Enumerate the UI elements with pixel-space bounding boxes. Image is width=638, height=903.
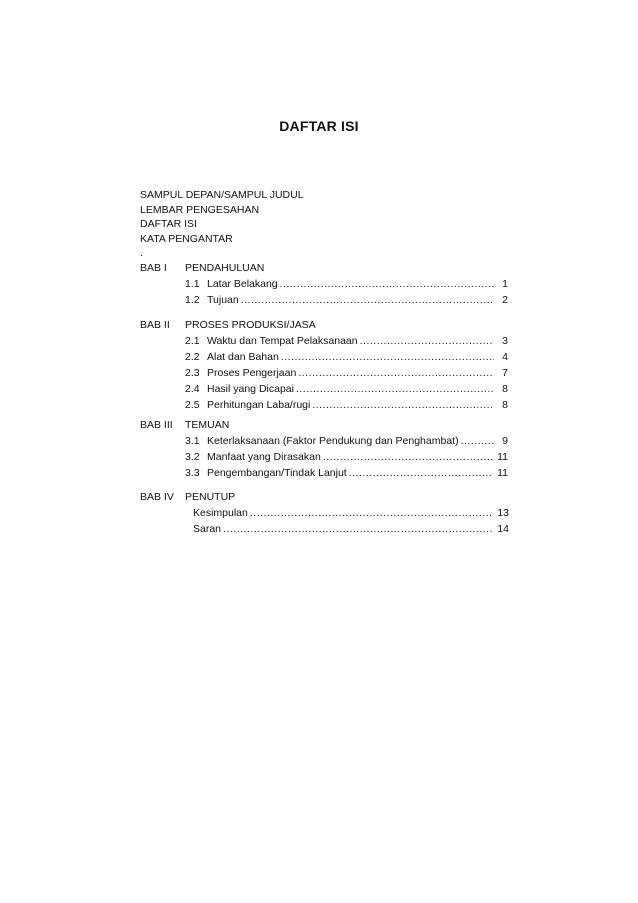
entry-title: Keterlaksanaan (Faktor Pendukung dan Penghambat)	[207, 435, 459, 447]
entry-page: 13	[497, 507, 509, 519]
toc-entry	[193, 521, 509, 537]
entry-number: 3.3	[185, 467, 200, 479]
dot-leader	[360, 333, 494, 349]
entry-title: Alat dan Bahan	[207, 351, 279, 363]
toc-entry	[185, 381, 508, 397]
chapter-number: BAB III	[140, 419, 173, 431]
toc-entry	[185, 365, 508, 381]
entry-title: Tujuan	[207, 294, 239, 306]
entry-page: 2	[502, 294, 508, 306]
chapter-title: PROSES PRODUKSI/JASA	[185, 319, 316, 331]
front-item-approval: LEMBAR PENGESAHAN	[140, 203, 260, 216]
entry-title: Pengembangan/Tindak Lanjut	[207, 467, 347, 479]
front-item-cover: SAMPUL DEPAN/SAMPUL JUDUL	[140, 189, 304, 201]
front-item-preface: KATA PENGANTAR	[140, 232, 233, 245]
front-item-toc: DAFTAR ISI	[140, 218, 197, 230]
entry-title: Kesimpulan	[193, 507, 248, 519]
entry-page: 8	[502, 399, 508, 411]
entry-number: 1.1	[185, 278, 200, 290]
toc-entry	[185, 449, 508, 465]
chapter-title: PENDAHULUAN	[185, 262, 265, 274]
entry-page: 11	[497, 451, 508, 463]
chapter-title: TEMUAN	[185, 419, 230, 431]
toc-entry	[185, 397, 508, 413]
entry-page: 14	[497, 523, 509, 535]
chapter-number: BAB I	[140, 262, 167, 274]
dot-leader	[241, 292, 494, 308]
entry-number: 2.2	[185, 351, 200, 363]
entry-number: 3.2	[185, 451, 200, 463]
chapter-number: BAB IV	[140, 491, 174, 503]
entry-title: Waktu dan Tempat Pelaksanaan	[207, 335, 358, 347]
entry-page: 4	[502, 351, 508, 363]
entry-number: 2.4	[185, 383, 200, 395]
toc-entry	[185, 433, 508, 449]
dot-leader	[461, 433, 494, 449]
chapter-number: BAB II	[140, 319, 170, 331]
entry-number: 3.1	[185, 435, 200, 447]
dot-leader	[280, 276, 494, 292]
dot-leader	[296, 381, 494, 397]
dot-leader	[298, 365, 494, 381]
entry-number: 2.5	[185, 399, 200, 411]
dot-leader	[281, 349, 494, 365]
entry-title: Saran	[193, 523, 222, 535]
entry-page: 11	[497, 467, 508, 479]
entry-number: 2.3	[185, 367, 200, 379]
entry-title: Proses Pengerjaan	[207, 367, 297, 379]
front-matter-list	[140, 188, 304, 261]
front-item-dot: .	[140, 247, 143, 259]
entry-page: 1	[502, 278, 508, 290]
dot-leader	[223, 521, 493, 537]
entry-title: Perhitungan Laba/rugi	[207, 399, 311, 411]
entry-page: 3	[502, 335, 508, 347]
dot-leader	[250, 505, 493, 521]
dot-leader	[323, 449, 493, 465]
entry-number: 2.1	[185, 335, 200, 347]
entry-page: 9	[502, 435, 508, 447]
entry-title: Hasil yang Dicapai	[207, 383, 294, 395]
toc-entry	[185, 276, 508, 292]
entry-number: 1.2	[185, 294, 200, 306]
toc-entry	[185, 465, 508, 481]
toc-entry	[185, 292, 508, 308]
dot-leader	[312, 397, 494, 413]
page-title: DAFTAR ISI	[279, 118, 359, 134]
toc-entry	[185, 349, 508, 365]
entry-title: Latar Belakang	[207, 278, 278, 290]
toc-entry	[185, 333, 508, 349]
entry-page: 7	[502, 367, 508, 379]
entry-page: 8	[502, 383, 508, 395]
dot-leader	[349, 465, 493, 481]
toc-entry	[193, 505, 509, 521]
chapter-title: PENUTUP	[185, 491, 236, 503]
entry-title: Manfaat yang Dirasakan	[207, 451, 321, 463]
